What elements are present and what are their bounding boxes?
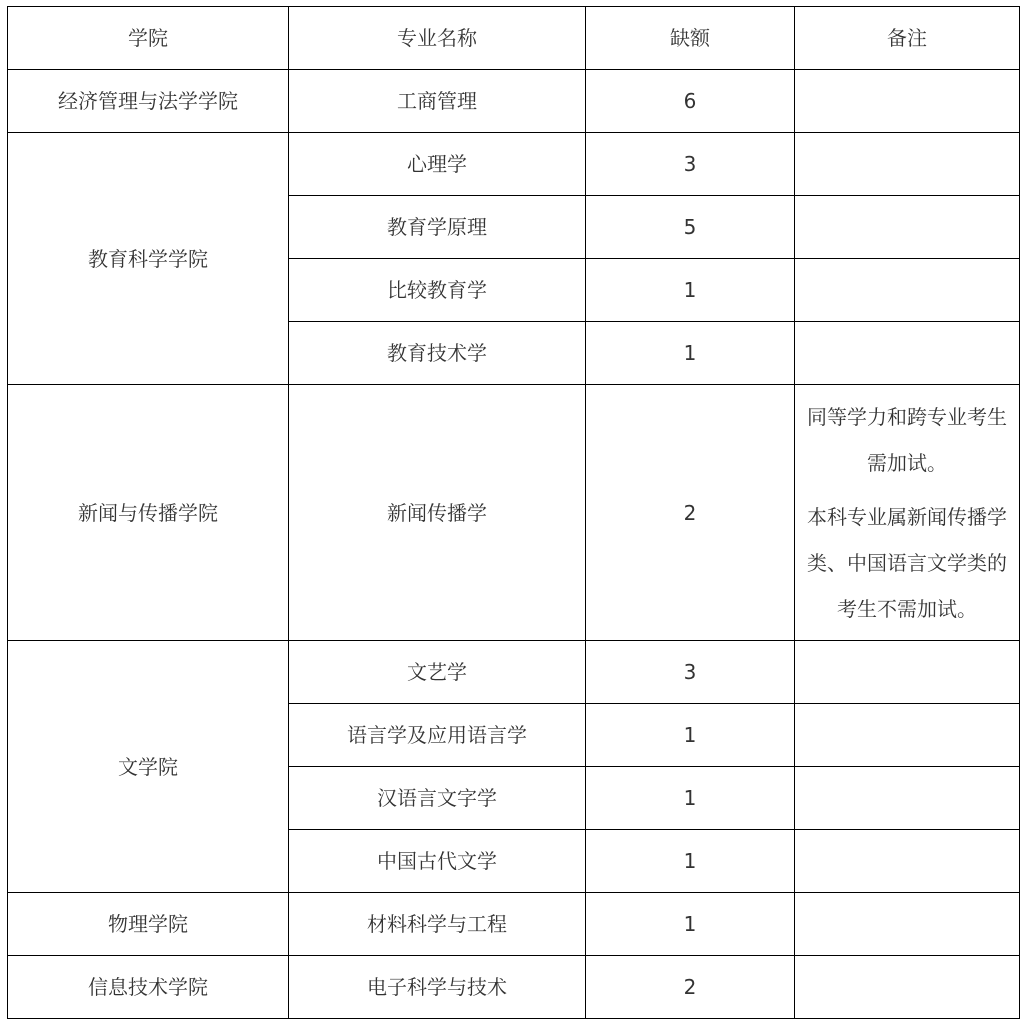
vacancy-cell: 5 [586,196,795,259]
table-row [8,956,1020,1019]
major-cell: 新闻传播学 [289,385,586,641]
vacancy-cell: 6 [586,70,795,133]
vacancy-cell: 3 [586,133,795,196]
vacancy-cell: 1 [586,893,795,956]
vacancy-cell: 1 [586,830,795,893]
college-cell: 文学院 [8,641,289,893]
major-cell: 语言学及应用语言学 [289,704,586,767]
major-cell: 电子科学与技术 [289,956,586,1019]
major-cell: 文艺学 [289,641,586,704]
major-cell: 材料科学与工程 [289,893,586,956]
note-cell [795,956,1020,1019]
note-line: 本科专业属新闻传播学类、中国语言文学类的考生不需加试。 [807,504,1007,621]
major-cell: 教育学原理 [289,196,586,259]
header-college: 学院 [8,7,289,70]
vacancy-cell: 1 [586,259,795,322]
header-vacancy: 缺额 [586,7,795,70]
college-cell: 信息技术学院 [8,956,289,1019]
note-cell [795,830,1020,893]
note-cell [795,704,1020,767]
table-row [8,641,1020,704]
major-cell: 教育技术学 [289,322,586,385]
note-cell [795,641,1020,704]
vacancy-cell: 3 [586,641,795,704]
vacancy-table [7,6,1020,1019]
note-line: 同等学力和跨专业考生需加试。 [807,404,1007,475]
vacancy-cell: 1 [586,767,795,830]
major-cell: 工商管理 [289,70,586,133]
college-cell: 经济管理与法学学院 [8,70,289,133]
vacancy-cell: 1 [586,322,795,385]
college-cell: 物理学院 [8,893,289,956]
table-row [8,893,1020,956]
note-cell [795,196,1020,259]
note-cell [795,259,1020,322]
major-cell: 汉语言文字学 [289,767,586,830]
note-cell [795,133,1020,196]
note-cell [795,322,1020,385]
header-major: 专业名称 [289,7,586,70]
college-cell: 教育科学学院 [8,133,289,385]
major-cell: 比较教育学 [289,259,586,322]
major-cell: 中国古代文学 [289,830,586,893]
header-note: 备注 [795,7,1020,70]
table-row [8,133,1020,196]
note-cell [795,893,1020,956]
vacancy-cell: 1 [586,704,795,767]
note-cell [795,70,1020,133]
vacancy-cell: 2 [586,956,795,1019]
major-cell: 心理学 [289,133,586,196]
table-row [8,70,1020,133]
table-header-row [8,7,1020,70]
note-cell [795,385,1020,641]
vacancy-cell: 2 [586,385,795,641]
table-row [8,385,1020,641]
note-cell [795,767,1020,830]
college-cell: 新闻与传播学院 [8,385,289,641]
